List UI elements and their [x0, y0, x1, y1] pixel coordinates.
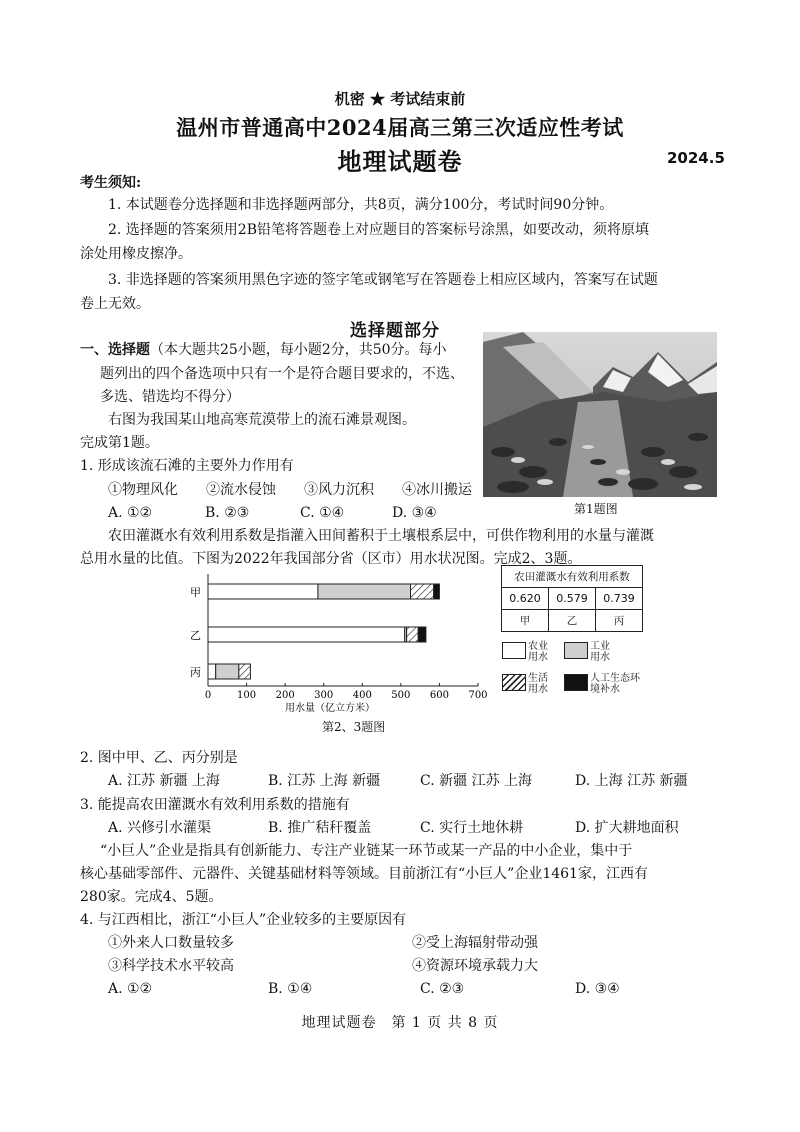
- q1-stem: 1. 形成该流石滩的主要外力作用有: [80, 458, 294, 474]
- irrigation-coefficient-table: [501, 565, 643, 632]
- q2-choice-a[interactable]: A. 江苏 新疆 上海: [108, 773, 220, 789]
- part-heading: [80, 340, 447, 360]
- q1-choice-c[interactable]: C. ①④: [300, 505, 345, 521]
- q4-choice-b[interactable]: B. ①④: [268, 981, 313, 997]
- x-tick-label-7: 700: [468, 690, 488, 701]
- section-title: 选择题部分: [350, 321, 440, 341]
- q4-choice-c[interactable]: C. ②③: [420, 981, 465, 997]
- q1-choice-d[interactable]: D. ③④: [392, 505, 437, 521]
- page-footer: 地理试题卷 第 1 页 共 8 页: [301, 1015, 499, 1031]
- q2-choice-b[interactable]: B. 江苏 上海 新疆: [268, 773, 381, 789]
- bar-2-life: [239, 664, 251, 679]
- part-label: 一、选择题: [80, 342, 150, 358]
- bar-2-agri: [208, 664, 216, 679]
- coef-table-header: 农田灌溉水有效利用系数: [502, 566, 643, 588]
- chart-caption: 第2、3题图: [322, 720, 386, 734]
- bar-0-industry: [318, 584, 411, 599]
- bar-0-agri: [208, 584, 318, 599]
- notice-item-3-line2: 卷上无效。: [80, 296, 150, 312]
- x-tick-label-6: 600: [429, 690, 449, 701]
- coef-table-value-row: [502, 588, 643, 610]
- legend-label-life: 生活用水: [528, 673, 548, 695]
- bar-0-life: [411, 584, 434, 599]
- notice-item-1: 1. 本试题卷分选择题和非选择题两部分，共8页，满分100分，考试时间90分钟。: [108, 197, 614, 213]
- q2-choice-c[interactable]: C. 新疆 江苏 上海: [420, 773, 533, 789]
- x-tick-label-0: 0: [204, 690, 212, 701]
- intro3-line3: 280家。完成4、5题。: [80, 889, 223, 905]
- intro3-line2: 核心基础零部件、元器件、关键基础材料等领域。目前浙江有“小巨人”企业1461家，江西有: [80, 866, 648, 882]
- q3-choice-c[interactable]: C. 实行土地休耕: [420, 820, 524, 836]
- category-label-2: 丙: [190, 666, 201, 679]
- notice-title: 考生须知:: [80, 175, 142, 191]
- q4-choice-a[interactable]: A. ①②: [108, 981, 153, 997]
- coef-value-yi: 0.579: [549, 588, 596, 610]
- coef-table-region-row: [502, 610, 643, 632]
- legend-swatch-life: [502, 674, 526, 691]
- q3-choice-b[interactable]: B. 推广秸秆覆盖: [268, 820, 372, 836]
- legend-label-eco: 人工生态环境补水: [590, 673, 640, 695]
- q3-choice-d[interactable]: D. 扩大耕地面积: [575, 820, 679, 836]
- legend-swatch-agri: [502, 642, 526, 659]
- q1-choice-a[interactable]: A. ①②: [108, 505, 153, 521]
- bar-2-industry: [216, 664, 239, 679]
- legend-label-industry: 工业用水: [590, 641, 610, 663]
- intro1-line1: 右图为我国某山地高寒荒漠带上的流石滩景观图。: [108, 412, 416, 428]
- figure1-caption: 第1题图: [574, 502, 618, 516]
- bar-1-life: [407, 627, 419, 642]
- coef-value-bing: 0.739: [596, 588, 643, 610]
- q4-option-3: ③科学技术水平较高: [108, 958, 234, 974]
- confidential-label: 机密 ★ 考试结束前: [334, 90, 466, 108]
- q4-stem: 4. 与江西相比，浙江“小巨人”企业较多的主要原因有: [80, 912, 407, 928]
- paper-title: 地理试题卷: [337, 147, 463, 176]
- x-tick-label-4: 400: [352, 690, 372, 701]
- notice-item-3-line1: 3. 非选择题的答案须用黑色字迹的签字笔或钢笔写在答题卷上相应区域内，答案写在试题: [108, 272, 658, 288]
- bar-1-agri: [208, 627, 405, 642]
- coef-region-yi: 乙: [549, 610, 596, 632]
- coef-value-jia: 0.620: [502, 588, 549, 610]
- notice-item-2-line2: 涂处用橡皮擦净。: [80, 246, 192, 262]
- x-tick-label-5: 500: [391, 690, 411, 701]
- intro1-line2: 完成第1题。: [80, 435, 159, 451]
- q4-option-1: ①外来人口数量较多: [108, 935, 234, 951]
- intro2-line2: 总用水量的比值。下图为2022年我国部分省（区市）用水状况图。完成2、3题。: [80, 551, 582, 567]
- coef-region-bing: 丙: [596, 610, 643, 632]
- scree-photo-drawing: [483, 332, 717, 497]
- part-desc: （本大题共25小题，每小题2分，共50分。每小: [150, 342, 447, 358]
- coef-region-jia: 甲: [502, 610, 549, 632]
- q4-option-4: ④资源环境承载力大: [412, 958, 538, 974]
- intro2-line1: 农田灌溉水有效利用系数是指灌入田间蓄积于土壤根系层中，可供作物利用的水量与灌溉: [108, 528, 654, 544]
- exam-date: 2024.5: [667, 149, 725, 167]
- q4-choice-d[interactable]: D. ③④: [575, 981, 620, 997]
- chart-bars: [208, 584, 439, 679]
- part-desc-line2: 题列出的四个备选项中只有一个是符合题目要求的，不选、: [100, 366, 464, 382]
- coef-table-header-row: [502, 566, 643, 588]
- q3-stem: 3. 能提高农田灌溉水有效利用系数的措施有: [80, 797, 350, 813]
- x-tick-label-2: 200: [275, 690, 295, 701]
- category-label-1: 乙: [190, 629, 201, 642]
- x-tick-label-3: 300: [314, 690, 334, 701]
- bar-1-eco: [418, 627, 426, 642]
- part-desc-line3: 多选、错选均不得分）: [100, 389, 240, 405]
- category-label-0: 甲: [190, 586, 201, 599]
- q2-stem: 2. 图中甲、乙、丙分别是: [80, 750, 238, 766]
- q3-choice-a[interactable]: A. 兴修引水灌渠: [108, 820, 212, 836]
- water-use-chart: [180, 566, 490, 736]
- x-tick-label-1: 100: [237, 690, 257, 701]
- legend-swatch-eco: [564, 674, 588, 691]
- notice-item-2-line1: 2. 选择题的答案须用2B铅笔将答题卷上对应题目的答案标号涂黑，如要改动，须将原填: [108, 222, 650, 238]
- legend-swatch-industry: [564, 642, 588, 659]
- intro3-line1: “小巨人”企业是指具有创新能力、专注产业链某一环节或某一产品的中小企业，集中于: [100, 843, 633, 859]
- exam-title: 温州市普通高中2024届高三第三次适应性考试: [176, 115, 624, 140]
- chart-x-axis-label: 用水量（亿立方米）: [285, 703, 375, 714]
- scree-landscape-photo: [483, 332, 717, 497]
- legend-label-agri: 农业用水: [528, 641, 548, 663]
- q2-choice-d[interactable]: D. 上海 江苏 新疆: [575, 773, 688, 789]
- q1-choice-b[interactable]: B. ②③: [205, 505, 250, 521]
- q4-option-2: ②受上海辐射带动强: [412, 935, 538, 951]
- water-use-chart-svg: [180, 566, 490, 736]
- q1-options: ①物理风化 ②流水侵蚀 ③风力沉积 ④冰川搬运: [108, 482, 472, 498]
- bar-0-eco: [434, 584, 440, 599]
